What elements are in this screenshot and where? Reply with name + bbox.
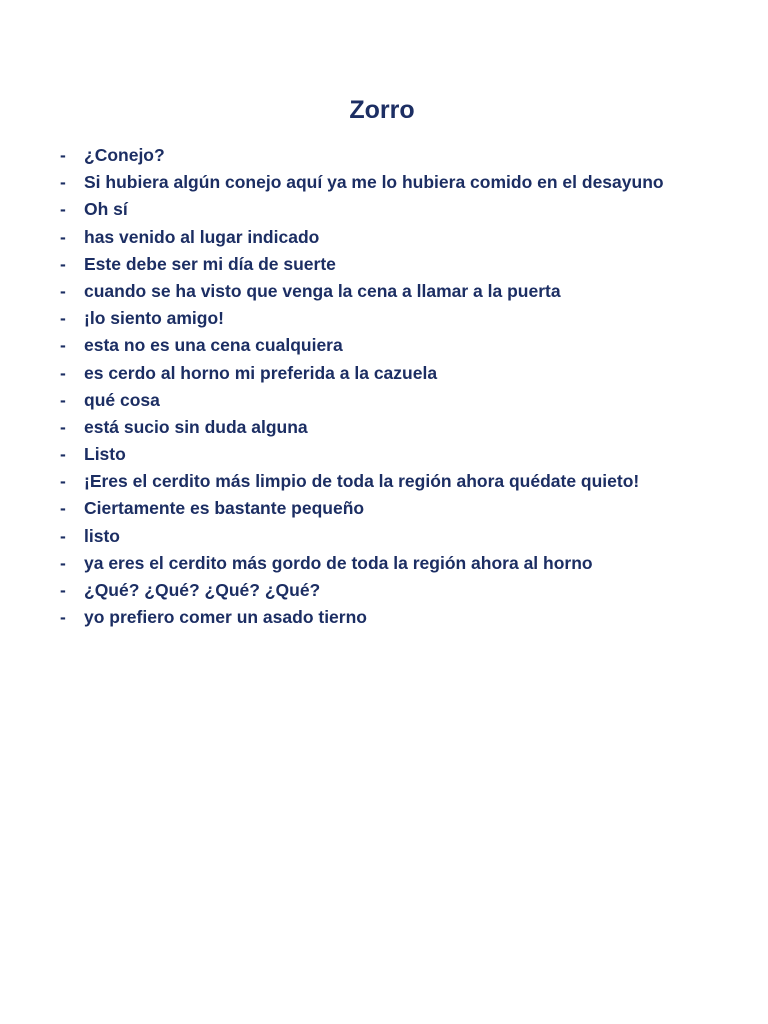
dialogue-line	[0, 169, 768, 196]
dash-bullet: -	[60, 226, 66, 247]
dialogue-line	[0, 495, 768, 522]
dialogue-line	[0, 224, 768, 251]
dialogue-text: yo prefiero comer un asado tierno	[84, 607, 367, 628]
dialogue-line	[0, 577, 768, 604]
dash-bullet: -	[60, 145, 66, 165]
dialogue-line	[0, 604, 768, 631]
dialogue-line	[0, 523, 768, 550]
dialogue-line	[0, 550, 768, 577]
dialogue-text: ¿Qué? ¿Qué? ¿Qué? ¿Qué?	[84, 580, 321, 600]
dash-bullet: -	[60, 253, 66, 274]
dialogue-text: es cerdo al horno mi preferida a la cazuela	[84, 362, 438, 383]
dialogue-line	[0, 278, 768, 305]
dash-bullet: -	[60, 416, 66, 437]
dialogue-list	[0, 142, 768, 631]
dash-bullet: -	[60, 471, 66, 492]
dialogue-line	[0, 332, 768, 359]
dialogue-text: ya eres el cerdito más gordo de toda la región ahora al horno	[84, 552, 593, 573]
dialogue-text: Oh sí	[84, 199, 128, 220]
dialogue-line	[0, 414, 768, 441]
dialogue-text: esta no es una cena cualquiera	[84, 335, 343, 356]
dash-bullet: -	[60, 389, 66, 410]
dash-bullet: -	[60, 580, 66, 600]
dialogue-line	[0, 468, 768, 495]
dialogue-text: Listo	[84, 444, 126, 465]
dash-bullet: -	[60, 308, 66, 329]
dialogue-text: Si hubiera algún conejo aquí ya me lo hubiera comido en el desayuno	[84, 172, 664, 193]
dialogue-line	[0, 305, 768, 332]
dialogue-line	[0, 360, 768, 387]
dash-bullet: -	[60, 172, 66, 193]
dialogue-text: listo	[84, 525, 120, 546]
dash-bullet: -	[60, 498, 66, 519]
dialogue-line	[0, 251, 768, 278]
dialogue-text: Este debe ser mi día de suerte	[84, 253, 336, 274]
dash-bullet: -	[60, 199, 66, 220]
dialogue-line	[0, 196, 768, 223]
dash-bullet: -	[60, 525, 66, 546]
page-title: Zorro	[349, 96, 415, 124]
dialogue-text: has venido al lugar indicado	[84, 226, 320, 247]
dialogue-text: ¡Eres el cerdito más limpio de toda la región ahora quédate quieto!	[84, 471, 640, 492]
dash-bullet: -	[60, 362, 66, 383]
dash-bullet: -	[60, 607, 66, 628]
dialogue-text: ¡lo siento amigo!	[84, 308, 224, 329]
dialogue-text: ¿Conejo?	[84, 145, 165, 165]
dialogue-line	[0, 441, 768, 468]
dialogue-text: cuando se ha visto que venga la cena a llamar a la puerta	[84, 280, 561, 301]
dialogue-text: qué cosa	[84, 389, 160, 410]
dialogue-text: Ciertamente es bastante pequeño	[84, 498, 365, 519]
dialogue-line	[0, 387, 768, 414]
dialogue-text: está sucio sin duda alguna	[84, 416, 308, 437]
dash-bullet: -	[60, 444, 66, 465]
dialogue-line	[0, 142, 768, 169]
dash-bullet: -	[60, 280, 66, 301]
dash-bullet: -	[60, 552, 66, 573]
dash-bullet: -	[60, 335, 66, 356]
